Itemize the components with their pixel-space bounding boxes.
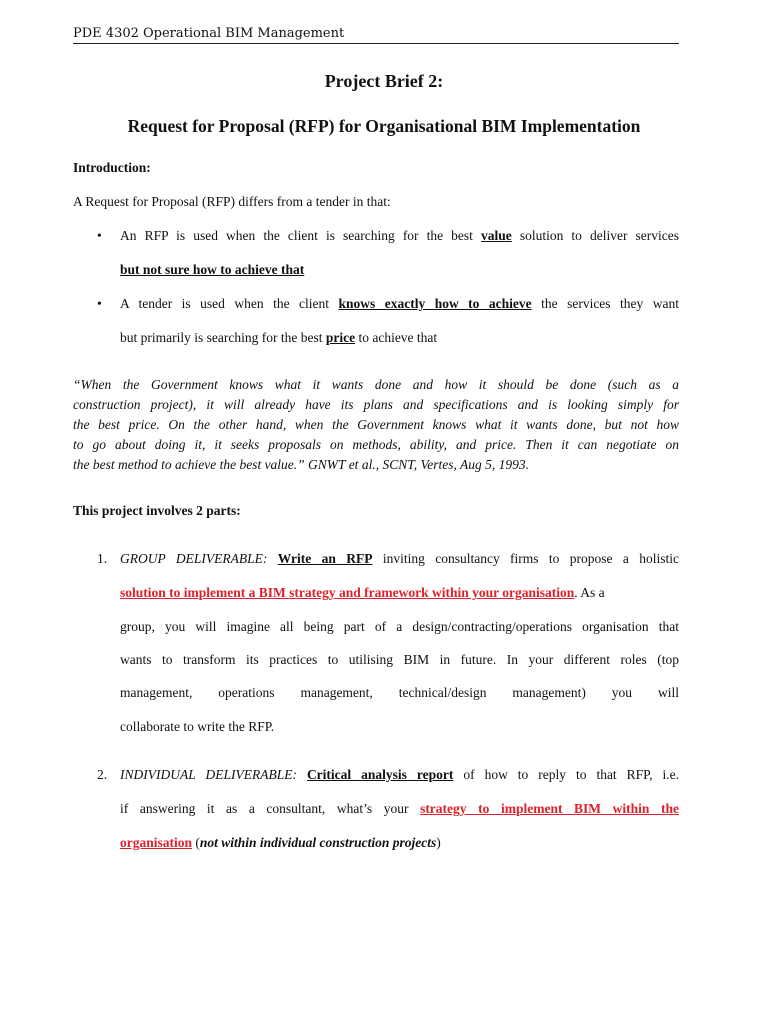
knows-emphasis: knows exactly how to achieve — [338, 296, 532, 311]
value-emphasis: value — [481, 228, 512, 243]
paren-close: ) — [436, 835, 441, 850]
item1-line1-text: inviting consultancy firms to propose a holistic — [372, 551, 680, 566]
bullet-dot: • — [97, 228, 102, 243]
item2-red-emphasis: strategy to implement BIM within the — [420, 801, 679, 816]
intro-text: A Request for Proposal (RFP) differs from a tender in that: — [73, 194, 391, 209]
item2-line1-text: of how to reply to that RFP, i.e. — [453, 767, 680, 782]
quote-line: to go about doing it, it seeks proposals on methods, ability, and price. Then it can negotiate on — [73, 437, 679, 452]
item1-line2-text: . As a — [574, 585, 605, 600]
item2-line3 — [120, 835, 679, 851]
item2-line2-text: if answering it as a consultant, what’s your — [120, 801, 421, 816]
item1-number: 1. — [97, 551, 108, 566]
bullet1-line2: but not sure how to achieve that — [120, 262, 305, 277]
item1-line3: group, you will imagine all being part of a design/contracting/operations organisation that — [120, 619, 679, 634]
item2-line1 — [120, 767, 679, 783]
intro-heading: Introduction: — [73, 160, 151, 175]
parts-heading: This project involves 2 parts: — [73, 503, 241, 518]
page-title: Project Brief 2: — [324, 71, 444, 91]
bullet2-line2-text: but primarily is searching for the best — [120, 330, 326, 345]
quote-line: the best price. On the other hand, when the Government knows what it wants done, but not how — [73, 417, 679, 432]
page-subtitle: Request for Proposal (RFP) for Organisational BIM Implementation — [127, 116, 641, 136]
quote-block — [73, 375, 679, 475]
bullet1-text: An RFP is used when the client is searching for the best — [120, 228, 481, 243]
bullet2-line1 — [120, 296, 679, 312]
item1-line4: wants to transform its practices to utilising BIM in future. In your different roles (top — [120, 652, 679, 667]
quote-line: the best method to achieve the best value.” GNWT et al., SCNT, Vertes, Aug 5, 1993. — [73, 457, 529, 472]
bullet1-line1 — [120, 228, 679, 244]
quote-line: “When the Government knows what it wants done and how it should be done (such as a — [73, 377, 679, 392]
bullet1-text-end: solution to deliver services — [511, 228, 679, 243]
paren-open: ( — [192, 835, 200, 850]
item2-number: 2. — [97, 767, 108, 782]
item2-bold-italic: not within individual construction projects — [199, 835, 437, 850]
item2-red-emphasis-cont: organisation — [120, 835, 193, 850]
item1-line5: management, operations management, technical/design management) you will — [120, 685, 679, 700]
item2-label: INDIVIDUAL DELIVERABLE: — [120, 767, 297, 782]
item1-label: GROUP DELIVERABLE: — [120, 551, 268, 566]
bullet2-line2-end: to achieve that — [355, 330, 438, 345]
bullet2-text: A tender is used when the client — [120, 296, 339, 311]
item1-line2 — [120, 585, 679, 601]
bullet-dot: • — [97, 296, 102, 311]
quote-line: construction project), it will already have its plans and specifications and is looking simply for — [73, 397, 679, 412]
item1-line6: collaborate to write the RFP. — [120, 719, 275, 734]
running-header: PDE 4302 Operational BIM Management — [73, 26, 679, 44]
price-emphasis: price — [325, 330, 356, 345]
item1-red-emphasis: solution to implement a BIM strategy and framework within your organisation — [120, 585, 575, 600]
item2-action: Critical analysis report — [306, 767, 454, 782]
bullet2-line2 — [120, 330, 679, 346]
bullet2-text-end: the services they want — [531, 296, 679, 311]
item1-action: Write an RFP — [277, 551, 373, 566]
item2-line2 — [120, 801, 679, 817]
item1-line1 — [120, 551, 679, 567]
